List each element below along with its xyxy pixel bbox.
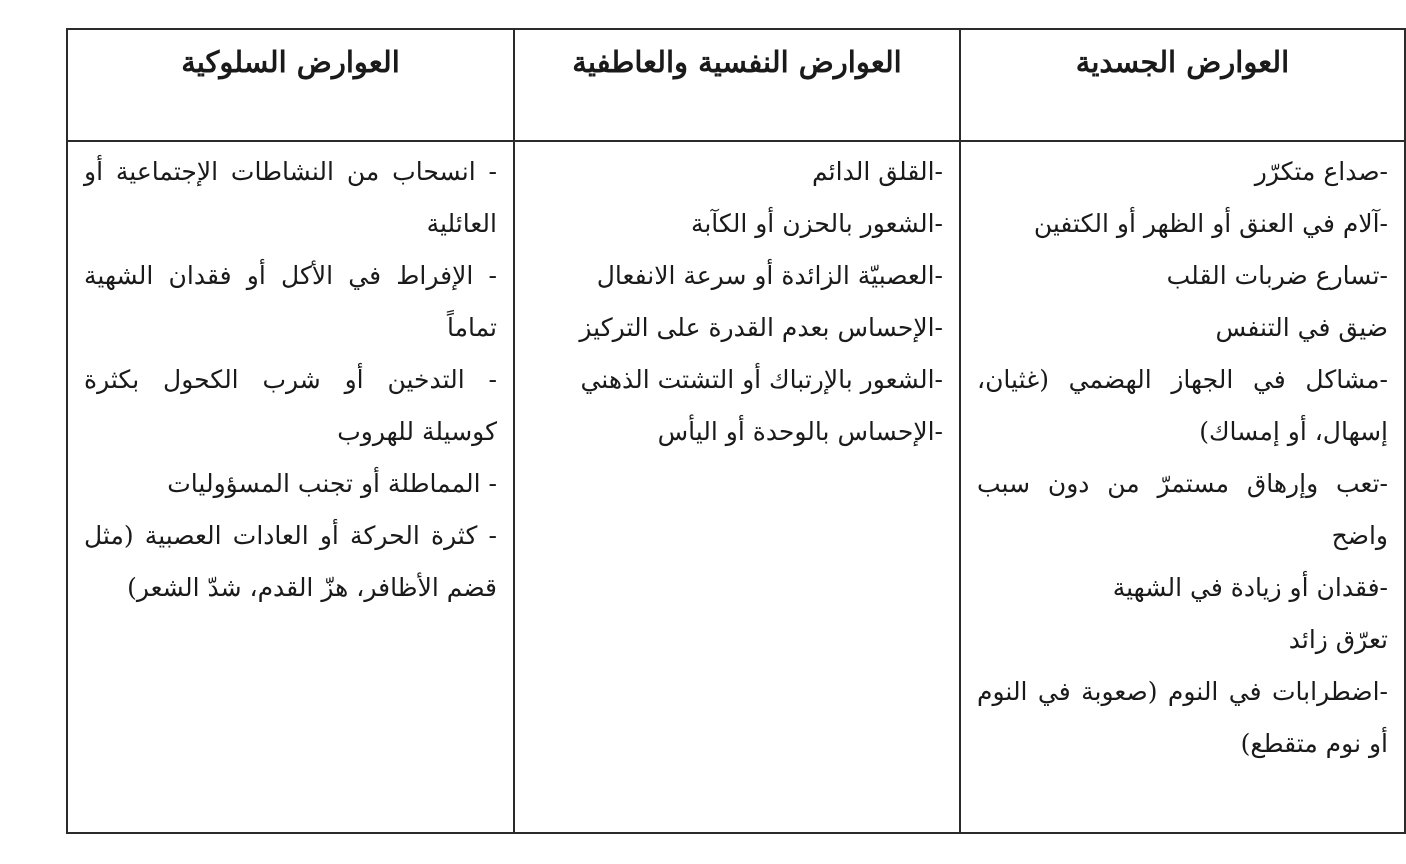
header-physical-symptoms: العوارض الجسدية — [960, 29, 1405, 141]
list-item: -تسارع ضربات القلب — [1166, 261, 1388, 290]
list-item: -القلق الدائم — [812, 157, 943, 186]
symptoms-table — [66, 28, 1406, 834]
list-item: - الإفراط في الأكل أو فقدان الشهية تماماً — [84, 261, 497, 342]
header-behavioral-symptoms: العوارض السلوكية — [67, 29, 514, 141]
table-header — [67, 29, 1405, 141]
list-item: -الشعور بالإرتباك أو التشتت الذهني — [580, 365, 943, 394]
header-psychological-symptoms: العوارض النفسية والعاطفية — [514, 29, 960, 141]
list-item: -الإحساس بالوحدة أو اليأس — [657, 417, 943, 446]
behavioral-symptoms-list — [84, 146, 497, 614]
list-item: -فقدان أو زيادة في الشهية — [1112, 573, 1388, 602]
list-item: -اضطرابات في النوم (صعوبة في النوم أو نوم متقطع) — [977, 677, 1388, 758]
list-item: - المماطلة أو تجنب المسؤوليات — [167, 469, 497, 498]
list-item: ضيق في التنفس — [1215, 313, 1388, 342]
list-item: -الشعور بالحزن أو الكآبة — [690, 209, 943, 238]
list-item: -العصبيّة الزائدة أو سرعة الانفعال — [596, 261, 943, 290]
list-item: - كثرة الحركة أو العادات العصبية (مثل قضم الأظافر، هزّ القدم، شدّ الشعر) — [84, 521, 497, 602]
list-item: -مشاكل في الجهاز الهضمي (غثيان، إسهال، أو إمساك) — [977, 365, 1388, 446]
list-item: -آلام في العنق أو الظهر أو الكتفين — [1033, 209, 1388, 238]
table-body — [67, 141, 1405, 833]
psychological-symptoms-list — [531, 146, 943, 458]
header-row — [67, 29, 1405, 141]
list-item: -الإحساس بعدم القدرة على التركيز — [579, 313, 943, 342]
list-item: -صداع متكرّر — [1254, 157, 1388, 186]
list-item: - التدخين أو شرب الكحول بكثرة كوسيلة للهروب — [84, 365, 497, 446]
list-item: تعرّق زائد — [1288, 625, 1388, 654]
behavioral-symptoms-cell — [67, 141, 514, 833]
list-item: - انسحاب من النشاطات الإجتماعية أو العائلية — [84, 157, 497, 238]
psychological-symptoms-cell — [514, 141, 960, 833]
physical-symptoms-cell — [960, 141, 1405, 833]
physical-symptoms-list — [977, 146, 1388, 770]
content-row — [67, 141, 1405, 833]
list-item: -تعب وإرهاق مستمرّ من دون سبب واضح — [977, 469, 1388, 550]
